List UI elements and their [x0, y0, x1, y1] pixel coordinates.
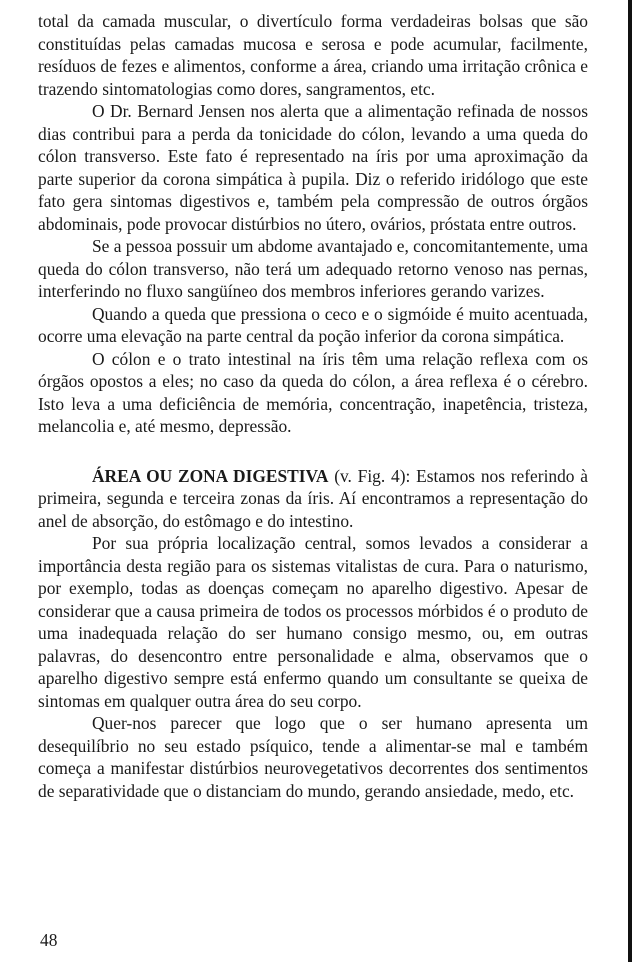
paragraph: Quer-nos parecer que logo que o ser humano apresenta um desequilíbrio no seu estado psíquico, tende a alimentar-se mal e também começa a manifestar distúrbios neurovegetativos decorrentes dos sentimentos de separatividade que o distanciam do mundo, gerando ansiedade, medo, etc.: [38, 713, 588, 801]
scan-edge: [628, 0, 632, 962]
section-paragraph: [38, 465, 588, 533]
paragraph: total da camada muscular, o divertículo forma verdadeiras bolsas que são constituídas pelas camadas mucosa e serosa e pode acumular, facilmente, resíduos de fezes e alimentos, conforme a área, criando uma irritação crônica e trazendo sintomatologias como dores, sangramentos, etc.: [38, 11, 588, 99]
paragraph: Se a pessoa possuir um abdome avantajado e, concomitantemente, uma queda do cólon transverso, não terá um adequado retorno venoso nas pernas, interferindo no fluxo sangüíneo dos membros inferiores gerando varizes.: [38, 236, 588, 301]
paragraph: Por sua própria localização central, somos levados a considerar a importância desta região para os sistemas vitalistas de cura. Para o naturismo, por exemplo, todas as doenças começam no aparelho digestivo. Apesar de considerar que a causa primeira de todos os processos mórbidos é o produto de uma inadequada relação do ser humano consigo mesmo, ou, em outras palavras, do desencontro entre personalidade e alma, observamos que o aparelho digestivo sempre está enfermo quando um consultante se queixa de sintomas em qualquer outra área do seu corpo.: [38, 533, 588, 711]
paragraph: Quando a queda que pressiona o ceco e o sigmóide é muito acentuada, ocorre uma elevação na parte central da poção inferior da corona simpática.: [38, 303, 588, 346]
page-number: 48: [40, 930, 58, 950]
paragraph: O Dr. Bernard Jensen nos alerta que a alimentação refinada de nossos dias contribui para a perda da tonicidade do cólon, levando a uma queda do cólon transverso. Este fato é representado na íris por uma aproximação da parte superior da corona simpática à pupila. Diz o referido iridólogo que este fato gera sintomas digestivos e, também pela compressão de outros órgãos abdominais, pode provocar distúrbios no útero, ovários, próstata entre outros.: [38, 101, 588, 234]
page-body: [38, 10, 588, 802]
paragraph: O cólon e o trato intestinal na íris têm uma relação reflexa com os órgãos opostos a eles; no caso da queda do cólon, a área reflexa é o cérebro. Isto leva a uma deficiência de memória, concentração, inapetência, tristeza, melancolia e, até mesmo, depressão.: [38, 348, 588, 436]
section-heading: ÁREA OU ZONA DIGESTIVA: [92, 465, 329, 486]
section-text: (v. Fig. 4): Estamos nos referindo à primeira, segunda e terceira zonas da íris. Aí encontramos a representação do anel de absorção, do estômago e do intestino.: [38, 465, 588, 531]
